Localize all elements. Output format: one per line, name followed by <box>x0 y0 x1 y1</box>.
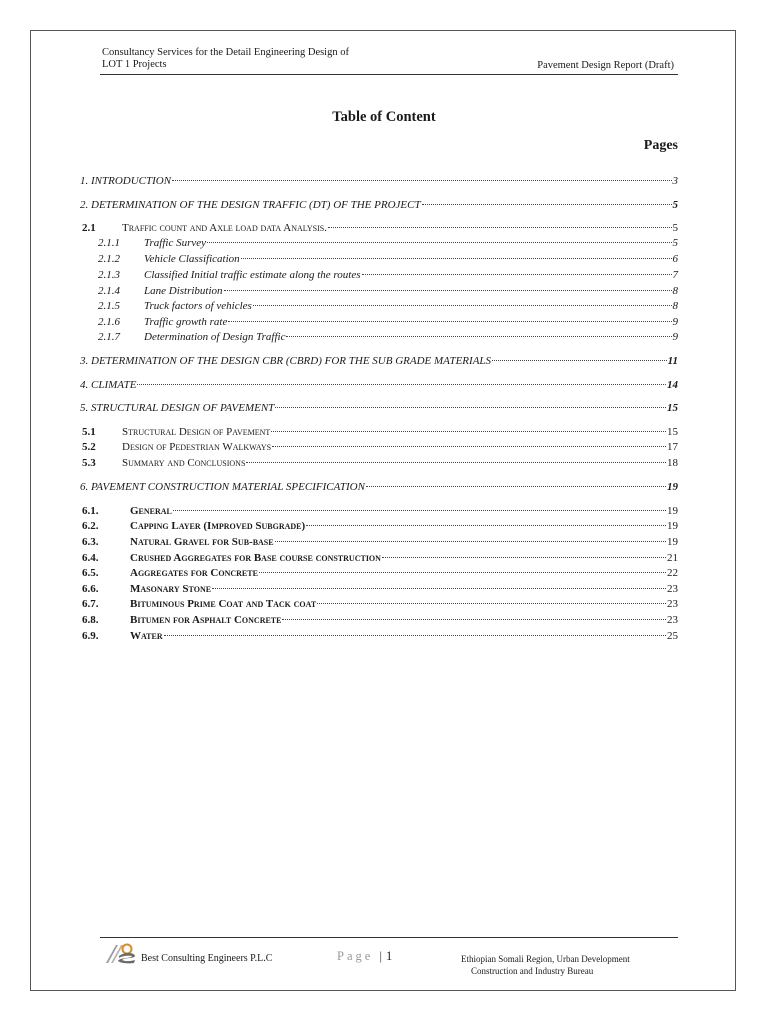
toc-entry-page: 9 <box>672 316 678 328</box>
leader-dots <box>366 486 666 487</box>
toc-entry-number: 6.6. <box>82 583 99 595</box>
toc-entry-2-1-3[interactable] <box>80 269 678 282</box>
toc-entry-6-5[interactable] <box>80 567 678 580</box>
leader-dots <box>137 384 666 385</box>
leader-dots <box>224 290 672 291</box>
leader-dots <box>172 180 671 181</box>
page-title: Table of Content <box>332 109 436 125</box>
toc-entry-text: Crushed Aggregates for Base course construction <box>130 552 381 564</box>
leader-dots <box>173 510 666 511</box>
footer-rule <box>100 937 678 938</box>
leader-dots <box>164 635 666 636</box>
toc-entry-number: 5.1 <box>82 426 96 438</box>
toc-entry-page: 25 <box>667 630 678 642</box>
toc-entry-6-4[interactable] <box>80 552 678 565</box>
page-word: Page <box>337 949 374 963</box>
toc-entry-page: 21 <box>667 552 678 564</box>
footer-page-number <box>337 949 392 964</box>
toc-entry-text: Lane Distribution <box>144 285 223 297</box>
toc-entry-page: 8 <box>672 285 678 297</box>
toc-entry-2-1-1[interactable] <box>80 237 678 250</box>
toc-entry-text: Truck factors of vehicles <box>144 300 252 312</box>
toc-entry-page: 15 <box>667 426 678 438</box>
toc-entry-number: 6.9. <box>82 630 99 642</box>
toc-entry-page: 19 <box>667 520 678 532</box>
toc-entry-page: 14 <box>667 379 678 391</box>
page-separator: | <box>379 949 382 963</box>
toc-entry-5-1[interactable] <box>80 426 678 439</box>
toc-entry-number: 2.1 <box>82 222 96 234</box>
toc-entry-page: 19 <box>667 536 678 548</box>
company-logo-icon <box>104 942 138 964</box>
toc-entry-2-1[interactable] <box>80 222 678 235</box>
leader-dots <box>286 336 671 337</box>
toc-entry-text: Bitumen for Asphalt Concrete <box>130 614 282 626</box>
leader-dots <box>306 525 666 526</box>
toc-entry-number: 2.1.7 <box>98 331 120 343</box>
toc-entry-text: Summary and Conclusions <box>122 457 246 469</box>
leader-dots <box>275 541 666 542</box>
leader-dots <box>362 274 672 275</box>
toc-entry-text: Traffic growth rate <box>144 316 228 328</box>
leader-dots <box>275 407 666 408</box>
toc-entry-page: 18 <box>667 457 678 469</box>
toc-entry-6-1[interactable] <box>80 505 678 518</box>
toc-entry-6-9[interactable] <box>80 630 678 643</box>
header-rule <box>100 74 678 75</box>
leader-dots <box>212 588 666 589</box>
footer-client-line2: Construction and Industry Bureau <box>471 966 594 976</box>
header-project-line2: LOT 1 Projects <box>102 59 167 70</box>
toc-entry-number: 6.5. <box>82 567 99 579</box>
toc-entry-page: 9 <box>672 331 678 343</box>
leader-dots <box>207 242 671 243</box>
toc-entry-text: 5. STRUCTURAL DESIGN OF PAVEMENT <box>80 402 275 414</box>
footer-client <box>461 953 630 977</box>
toc-entry-introduction[interactable] <box>80 175 678 188</box>
toc-entry-number: 6.2. <box>82 520 99 532</box>
toc-entry-number: 6.7. <box>82 598 99 610</box>
toc-entry-page: 5 <box>672 222 678 234</box>
toc-entry-text: Structural Design of Pavement <box>122 426 271 438</box>
toc-entry-design-cbr[interactable] <box>80 355 678 368</box>
toc-entry-2-1-2[interactable] <box>80 253 678 266</box>
leader-dots <box>382 557 666 558</box>
toc-entry-6-3[interactable] <box>80 536 678 549</box>
toc-entry-text: Bituminous Prime Coat and Tack coat <box>130 598 317 610</box>
toc-entry-number: 5.2 <box>82 441 96 453</box>
toc-entry-structural-design[interactable] <box>80 402 678 415</box>
toc-entry-text: Masonary Stone <box>130 583 212 595</box>
toc-entry-2-1-5[interactable] <box>80 300 678 313</box>
leader-dots <box>492 360 667 361</box>
toc-entry-page: 23 <box>667 598 678 610</box>
toc-entry-climate[interactable] <box>80 379 678 392</box>
toc-entry-number: 6.1. <box>82 505 99 517</box>
toc-entry-2-1-7[interactable] <box>80 331 678 344</box>
toc-entry-text: 1. INTRODUCTION <box>80 175 172 187</box>
toc-entry-number: 2.1.5 <box>98 300 120 312</box>
footer-client-line1: Ethiopian Somali Region, Urban Development <box>461 954 630 964</box>
leader-dots <box>328 227 672 228</box>
toc-entry-page: 6 <box>672 253 678 265</box>
leader-dots <box>259 572 666 573</box>
toc-entry-text: 3. DETERMINATION OF THE DESIGN CBR (CBRD) FOR THE SUB GRADE MATERIALS <box>80 355 492 367</box>
leader-dots <box>422 204 672 205</box>
toc-entry-page: 7 <box>672 269 678 281</box>
leader-dots <box>241 258 672 259</box>
toc-entry-text: Natural Gravel for Sub-base <box>130 536 274 548</box>
header-project <box>102 47 349 71</box>
toc-entry-page: 15 <box>667 402 678 414</box>
toc-entry-number: 6.3. <box>82 536 99 548</box>
header-project-line1: Consultancy Services for the Detail Engineering Design of <box>102 47 349 58</box>
toc-entry-page: 3 <box>672 175 678 187</box>
toc-entry-2-1-6[interactable] <box>80 316 678 329</box>
toc-entry-6-6[interactable] <box>80 583 678 596</box>
toc-entry-page: 11 <box>667 355 678 367</box>
toc-entry-5-2[interactable] <box>80 441 678 454</box>
leader-dots <box>282 619 666 620</box>
toc-entry-page: 23 <box>667 583 678 595</box>
toc-entry-number: 2.1.2 <box>98 253 120 265</box>
header-report-title: Pavement Design Report (Draft) <box>537 60 674 71</box>
pages-label: Pages <box>643 138 678 153</box>
toc-entry-page: 17 <box>667 441 678 453</box>
footer-company-name: Best Consulting Engineers P.L.C <box>141 953 273 964</box>
toc-entry-text: Design of Pedestrian Walkways <box>122 441 272 453</box>
toc-entry-text: Classified Initial traffic estimate along the routes <box>144 269 361 281</box>
toc-entry-text: Aggregates for Concrete <box>130 567 258 579</box>
toc-entry-number: 2.1.4 <box>98 285 120 297</box>
toc-entry-text: Determination of Design Traffic <box>144 331 286 343</box>
toc-entry-5-3[interactable] <box>80 457 678 470</box>
toc-entry-6-7[interactable] <box>80 598 678 611</box>
toc-entry-number: 5.3 <box>82 457 96 469</box>
toc-entry-6-2[interactable] <box>80 520 678 533</box>
toc-entry-text: 2. DETERMINATION OF THE DESIGN TRAFFIC (DT) OF THE PROJECT <box>80 199 421 211</box>
leader-dots <box>253 305 672 306</box>
toc-entry-text: 6. PAVEMENT CONSTRUCTION MATERIAL SPECIFICATION <box>80 481 365 493</box>
toc-entry-text: Traffic Survey <box>144 237 207 249</box>
toc-entry-page: 19 <box>667 505 678 517</box>
toc-entry-text: Traffic count and Axle load data Analysis. <box>122 222 327 234</box>
toc-entry-page: 8 <box>672 300 678 312</box>
toc-entry-number: 6.8. <box>82 614 99 626</box>
toc-entry-number: 2.1.1 <box>98 237 120 249</box>
toc-entry-page: 23 <box>667 614 678 626</box>
toc-entry-6-8[interactable] <box>80 614 678 627</box>
toc-entry-material-specification[interactable] <box>80 481 678 494</box>
leader-dots <box>271 431 666 432</box>
toc-entry-page: 19 <box>667 481 678 493</box>
leader-dots <box>228 321 671 322</box>
toc-entry-page: 22 <box>667 567 678 579</box>
leader-dots <box>272 446 666 447</box>
toc-entry-number: 6.4. <box>82 552 99 564</box>
toc-entry-text: Water <box>130 630 163 642</box>
toc-entry-text: General <box>130 505 172 517</box>
toc-entry-number: 2.1.6 <box>98 316 120 328</box>
page-number: 1 <box>385 949 393 963</box>
toc-entry-page: 5 <box>672 199 678 211</box>
toc-entry-text: 4. CLIMATE <box>80 379 137 391</box>
toc-entry-page: 5 <box>672 237 678 249</box>
toc-entry-number: 2.1.3 <box>98 269 120 281</box>
toc-entry-design-traffic[interactable] <box>80 199 678 212</box>
leader-dots <box>246 462 666 463</box>
toc-entry-text: Capping Layer (Improved Subgrade) <box>130 520 306 532</box>
leader-dots <box>317 603 666 604</box>
toc-entry-text: Vehicle Classification <box>144 253 240 265</box>
toc-entry-2-1-4[interactable] <box>80 285 678 298</box>
